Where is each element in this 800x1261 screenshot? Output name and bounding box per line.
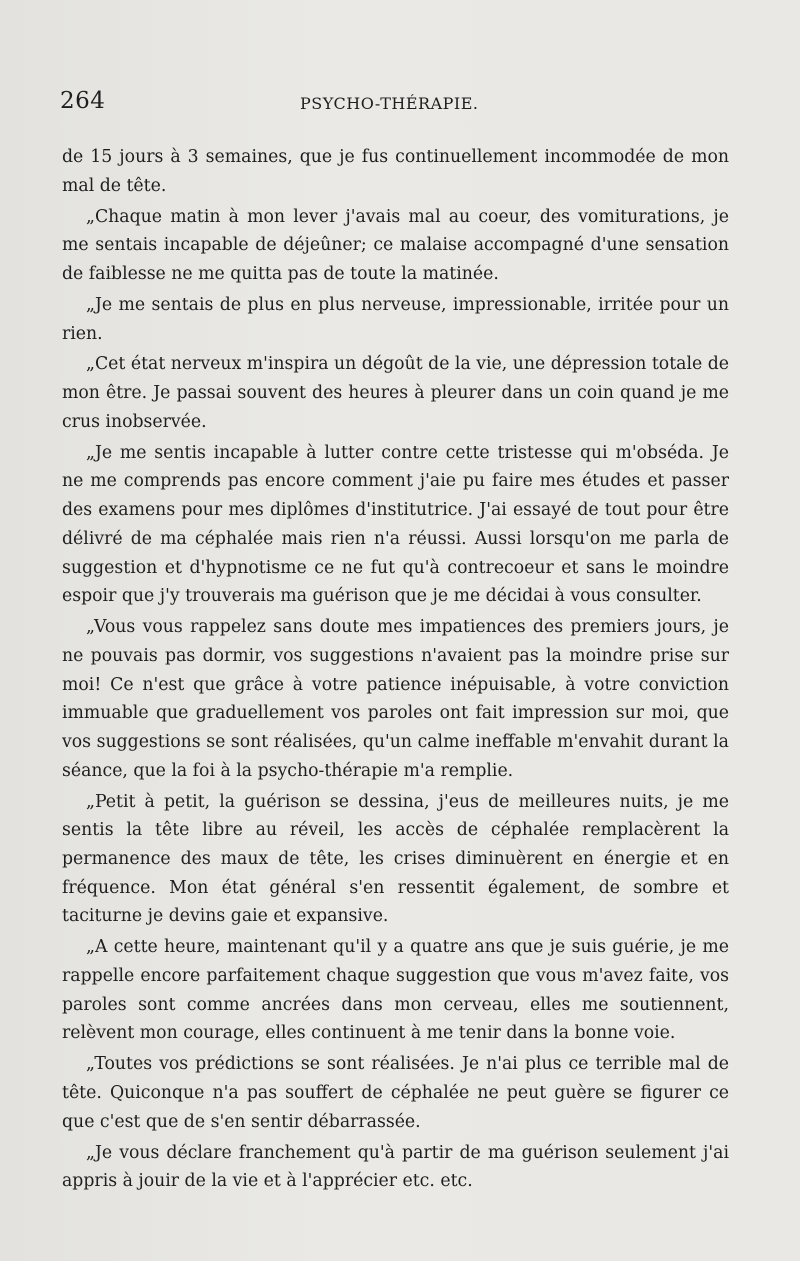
page-header [60,88,740,120]
paragraph: „Je me sentais de plus en plus nerveuse, impressionable, irritée pour un rien. [62,294,729,344]
paragraph: „Petit à petit, la guérison se dessina, j'eus de meilleures nuits, je me sentis la tête libre au réveil, les accès de céphalée remplacèrent la permanence des maux de tête, les crises diminuèrent en énergie et en fréquence. Mon état général s'en ressentit également, de sombre et taciturne je devins gaie et expansive. [62,791,729,927]
paragraph: „Chaque matin à mon lever j'avais mal au coeur, des vomiturations, je me sentais incapable de déjeûner; ce malaise accompagné d'une sensation de faiblesse ne me quitta pas de toute la matinée. [62,206,729,284]
page-number: 264 [60,88,106,114]
paragraph: „Vous vous rappelez sans doute mes impatiences des premiers jours, je ne pouvais pas dormir, vos suggestions n'avaient pas la moindre prise sur moi! Ce n'est que grâce à votre patience inépuisable, à votre conviction immuable que graduellement vos paroles ont fait impression sur moi, que vos suggestions se sont réalisées, qu'un calme ineffable m'envahit durant la séance, que la foi à la psycho-thérapie m'a remplie. [62,617,729,781]
paragraph: „Je me sentis incapable à lutter contre cette tristesse qui m'obséda. Je ne me comprends pas encore comment j'aie pu faire mes études et passer des examens pour mes diplômes d'institutrice. J'ai essayé de tout pour être délivré de ma céphalée mais rien n'a réussi. Aussi lorsqu'on me parla de suggestion et d'hypnotisme ce ne fut qu'à contrecoeur et sans le moindre espoir que j'y trouverais ma guérison que je me décidai à vous consulter. [62,442,729,607]
paragraph: „A cette heure, maintenant qu'il y a quatre ans que je suis guérie, je me rappelle encore parfaitement chaque suggestion que vous m'avez faite, vos paroles sont comme ancrées dans mon cerveau, elles me soutiennent, relèvent mon courage, elles continuent à me tenir dans la bonne voie. [62,937,729,1044]
paragraph: „Cet état nerveux m'inspira un dégoût de la vie, une dépression totale de mon être. Je passai souvent des heures à pleurer dans un coin quand je me crus inobservée. [62,354,729,432]
body-text [62,143,729,1198]
paragraph: „Je vous déclare franchement qu'à partir de ma guérison seulement j'ai appris à jouir de la vie et à l'apprécier etc. etc. [62,1142,729,1192]
running-title: PSYCHO-THÉRAPIE. [300,94,479,113]
paragraph: „Toutes vos prédictions se sont réalisées. Je n'ai plus ce terrible mal de tête. Quiconque n'a pas souffert de céphalée ne peut guère se figurer ce que c'est que de s'en sentir débarrassée. [62,1054,729,1132]
paragraph: de 15 jours à 3 semaines, que je fus continuellement incommodée de mon mal de tête. [62,147,729,196]
